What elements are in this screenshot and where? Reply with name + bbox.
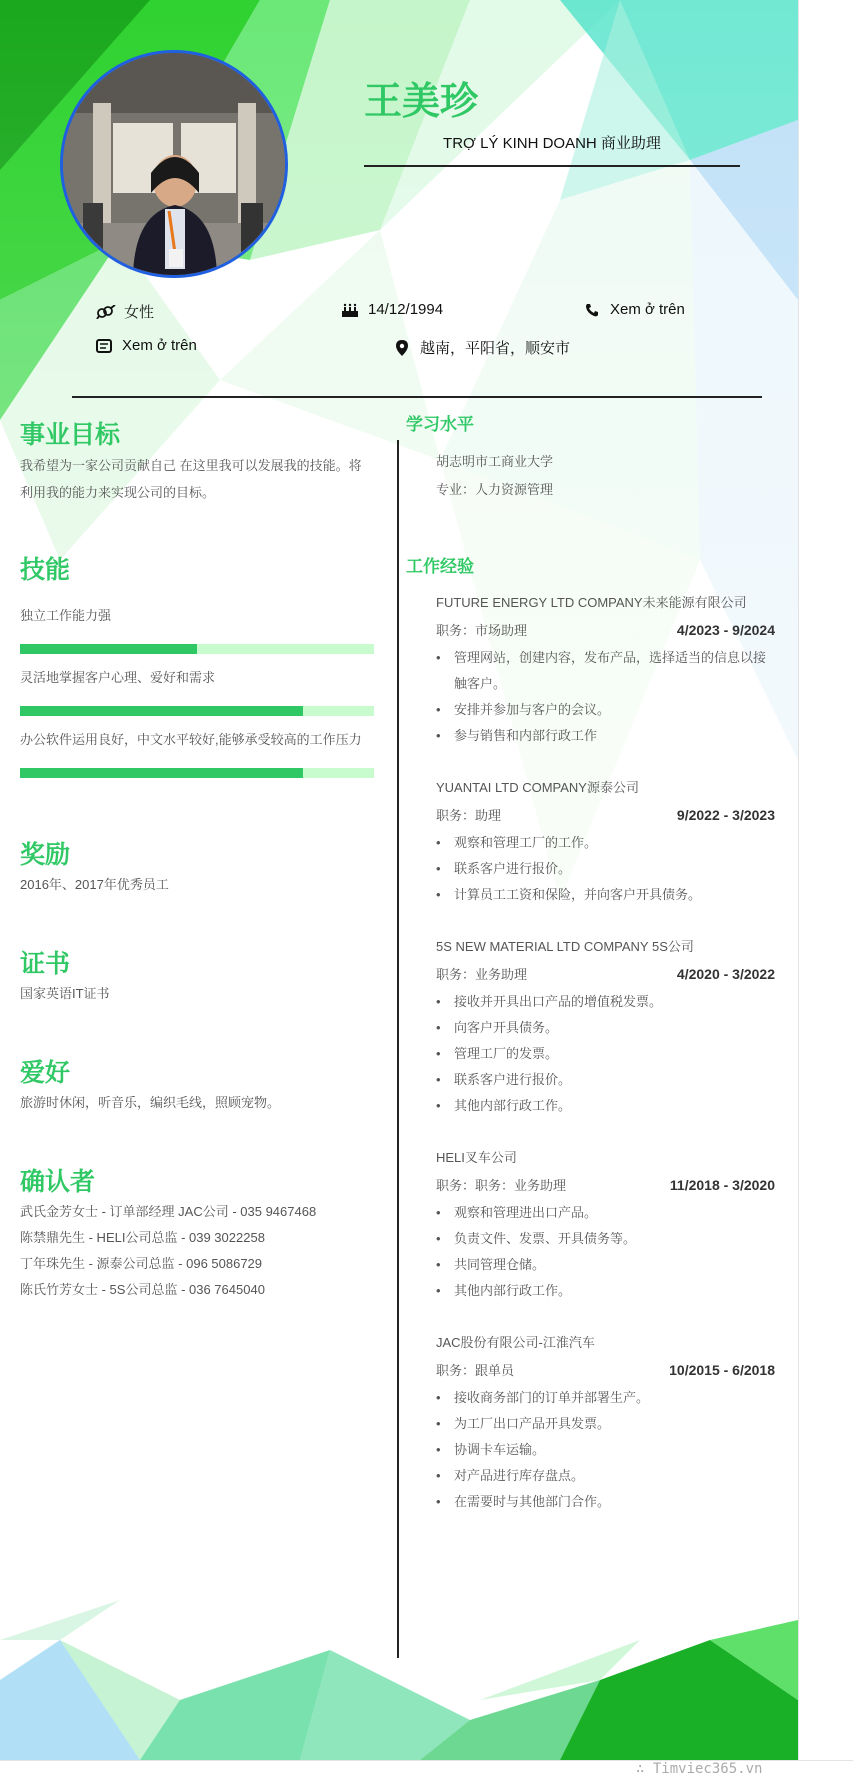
skill-bar-fill bbox=[20, 768, 303, 778]
duty-item bbox=[436, 1200, 776, 1226]
major: 专业：人力资源管理 bbox=[436, 482, 554, 497]
skills-heading: 技能 bbox=[20, 556, 71, 584]
job-duties bbox=[436, 830, 776, 908]
phone-info bbox=[582, 301, 685, 318]
duty-item bbox=[436, 1411, 776, 1437]
duty-item bbox=[436, 1489, 776, 1515]
awards-heading: 奖励 bbox=[20, 841, 71, 869]
bullet: • bbox=[436, 861, 441, 876]
job-role: 职务：市场助理 bbox=[436, 623, 528, 638]
birthday-info bbox=[340, 301, 443, 318]
skill-label: 独立工作能力强 bbox=[20, 608, 112, 623]
reference-item: 丁年珠先生 - 源泰公司总监 - 096 5086729 bbox=[20, 1256, 263, 1271]
duty-item bbox=[436, 1093, 776, 1119]
duty-item bbox=[436, 856, 776, 882]
duty-item bbox=[436, 1385, 776, 1411]
bullet: • bbox=[436, 1231, 441, 1246]
bullet: • bbox=[436, 1416, 441, 1431]
bullet: • bbox=[436, 1468, 441, 1483]
duty-item bbox=[436, 1041, 776, 1067]
email-info bbox=[94, 337, 197, 354]
duty-item bbox=[436, 830, 776, 856]
job-role: 职务：跟单员 bbox=[436, 1363, 515, 1378]
profile-photo bbox=[60, 50, 288, 278]
bullet: • bbox=[436, 1205, 441, 1220]
address-info bbox=[392, 337, 570, 358]
bullet: • bbox=[436, 1257, 441, 1272]
email-icon bbox=[94, 338, 114, 354]
bullet: • bbox=[436, 1020, 441, 1035]
skill-label: 办公软件运用良好，中文水平较好,能够承受较高的工作压力 bbox=[20, 732, 362, 747]
objective-line-1: 我希望为一家公司贡献自己 在这里我可以发展我的技能。将 bbox=[20, 458, 362, 473]
phone-value: Xem ở trên bbox=[610, 301, 685, 318]
bullet: • bbox=[436, 1046, 441, 1061]
bullet: • bbox=[436, 1098, 441, 1113]
job-dates: 4/2023 - 9/2024 bbox=[676, 622, 775, 638]
duty-item bbox=[436, 882, 776, 908]
duty-text: 在需要时与其他部门合作。 bbox=[454, 1494, 611, 1509]
duty-text: 对产品进行库存盘点。 bbox=[454, 1468, 585, 1483]
duty-text: 接收并开具出口产品的增值税发票。 bbox=[454, 994, 663, 1009]
location-pin-icon bbox=[392, 340, 412, 356]
gender-value: 女性 bbox=[124, 304, 155, 321]
column-divider bbox=[397, 440, 399, 1658]
job-dates: 9/2022 - 3/2023 bbox=[676, 807, 775, 823]
certificates-heading: 证书 bbox=[20, 950, 71, 978]
bullet: • bbox=[436, 994, 441, 1009]
references-heading: 确认者 bbox=[20, 1168, 96, 1196]
experience-heading: 工作经验 bbox=[406, 557, 474, 576]
hobbies-heading: 爱好 bbox=[20, 1059, 71, 1087]
duty-text: 观察和管理进出口产品。 bbox=[454, 1205, 598, 1220]
duty-text: 观察和管理工厂的工作。 bbox=[454, 835, 598, 850]
job-role: 职务：业务助理 bbox=[436, 967, 528, 982]
reference-item: 武氏金芳女士 - 订单部经理 JAC公司 - 035 9467468 bbox=[20, 1204, 317, 1219]
birthday-value: 14/12/1994 bbox=[368, 301, 444, 318]
duty-text: 接收商务部门的订单并部署生产。 bbox=[454, 1390, 650, 1405]
job-company: 5S NEW MATERIAL LTD COMPANY 5S公司 bbox=[436, 939, 694, 954]
job-company: HELI叉车公司 bbox=[436, 1150, 517, 1165]
education-heading: 学习水平 bbox=[406, 415, 474, 434]
duty-item bbox=[436, 1278, 776, 1304]
duty-text: 联系客户进行报价。 bbox=[454, 861, 572, 876]
job-company: JAC股份有限公司-江淮汽车 bbox=[436, 1335, 595, 1350]
duty-text: 协调卡车运输。 bbox=[454, 1442, 546, 1457]
job-duties bbox=[436, 989, 776, 1119]
job-duties bbox=[436, 1200, 776, 1304]
gender-info bbox=[96, 301, 154, 322]
reference-item: 陈氏竹芳女士 - 5S公司总监 - 036 7645040 bbox=[20, 1282, 265, 1297]
job-title: TRỢ LÝ KINH DOANH 商业助理 bbox=[443, 135, 661, 152]
job-duties bbox=[436, 645, 776, 749]
job-role: 职务：职务：业务助理 bbox=[436, 1178, 567, 1193]
email-value: Xem ở trên bbox=[122, 337, 197, 354]
bullet: • bbox=[436, 1494, 441, 1509]
skill-bar bbox=[20, 706, 374, 716]
bullet: • bbox=[436, 702, 441, 717]
skill-bar-fill bbox=[20, 706, 303, 716]
duty-text: 参与销售和内部行政工作 bbox=[454, 728, 598, 743]
duty-item bbox=[436, 1067, 776, 1093]
skill-bar bbox=[20, 644, 374, 654]
objective-line-2: 利用我的能力来实现公司的目标。 bbox=[20, 485, 216, 500]
skill-bar bbox=[20, 768, 374, 778]
duty-text: 共同管理仓储。 bbox=[454, 1257, 546, 1272]
awards-text: 2016年、2017年优秀员工 bbox=[20, 877, 169, 892]
gender-icon bbox=[96, 304, 116, 320]
duty-item bbox=[436, 697, 776, 723]
candidate-name: 王美珍 bbox=[364, 81, 479, 123]
address-value: 越南，平阳省，顺安市 bbox=[420, 340, 571, 357]
duty-text: 安排并参加与客户的会议。 bbox=[454, 702, 611, 717]
duty-text: 计算员工工资和保险，并向客户开具债务。 bbox=[454, 887, 702, 902]
duty-item bbox=[436, 723, 776, 749]
job-dates: 11/2018 - 3/2020 bbox=[669, 1177, 775, 1193]
duty-item bbox=[436, 1437, 776, 1463]
skill-label: 灵活地掌握客户心理、爱好和需求 bbox=[20, 670, 216, 685]
duty-text: 向客户开具债务。 bbox=[454, 1020, 559, 1035]
phone-icon bbox=[582, 302, 602, 318]
school-name: 胡志明市工商业大学 bbox=[436, 454, 554, 469]
bullet: • bbox=[436, 835, 441, 850]
duty-text: 负责文件、发票、开具债务等。 bbox=[454, 1231, 637, 1246]
certificates-text: 国家英语IT证书 bbox=[20, 986, 110, 1001]
site-watermark: ∴ Timviec365.vn bbox=[636, 1761, 763, 1777]
hobbies-text: 旅游时休闲，听音乐，编织毛线，照顾宠物。 bbox=[20, 1095, 281, 1110]
duty-text: 管理网站，创建内容，发布产品，选择适当的信息以接触客户。 bbox=[454, 650, 767, 691]
job-dates: 4/2020 - 3/2022 bbox=[676, 966, 775, 982]
duty-text: 为工厂出口产品开具发票。 bbox=[454, 1416, 611, 1431]
bullet: • bbox=[436, 887, 441, 902]
duty-text: 其他内部行政工作。 bbox=[454, 1283, 572, 1298]
skill-bar-fill bbox=[20, 644, 197, 654]
duty-item bbox=[436, 1226, 776, 1252]
header-separator bbox=[72, 396, 762, 398]
duty-item bbox=[436, 1015, 776, 1041]
bullet: • bbox=[436, 728, 441, 743]
duty-text: 联系客户进行报价。 bbox=[454, 1072, 572, 1087]
job-company: FUTURE ENERGY LTD COMPANY未来能源有限公司 bbox=[436, 595, 747, 610]
job-role: 职务：助理 bbox=[436, 808, 502, 823]
title-underline bbox=[364, 165, 740, 167]
bullet: • bbox=[436, 1283, 441, 1298]
duty-text: 管理工厂的发票。 bbox=[454, 1046, 559, 1061]
birthday-cake-icon bbox=[340, 302, 360, 318]
job-company: YUANTAI LTD COMPANY源泰公司 bbox=[436, 780, 639, 795]
duty-item bbox=[436, 989, 776, 1015]
bullet: • bbox=[436, 650, 441, 665]
duty-item bbox=[436, 1252, 776, 1278]
job-dates: 10/2015 - 6/2018 bbox=[669, 1362, 775, 1378]
duty-item bbox=[436, 1463, 776, 1489]
bullet: • bbox=[436, 1390, 441, 1405]
bullet: • bbox=[436, 1442, 441, 1457]
duty-text: 其他内部行政工作。 bbox=[454, 1098, 572, 1113]
reference-item: 陈禁鼎先生 - HELI公司总监 - 039 3022258 bbox=[20, 1230, 265, 1245]
job-duties bbox=[436, 1385, 776, 1515]
duty-item bbox=[436, 645, 776, 697]
page-edge bbox=[798, 0, 799, 1760]
bullet: • bbox=[436, 1072, 441, 1087]
objective-heading: 事业目标 bbox=[20, 421, 121, 449]
